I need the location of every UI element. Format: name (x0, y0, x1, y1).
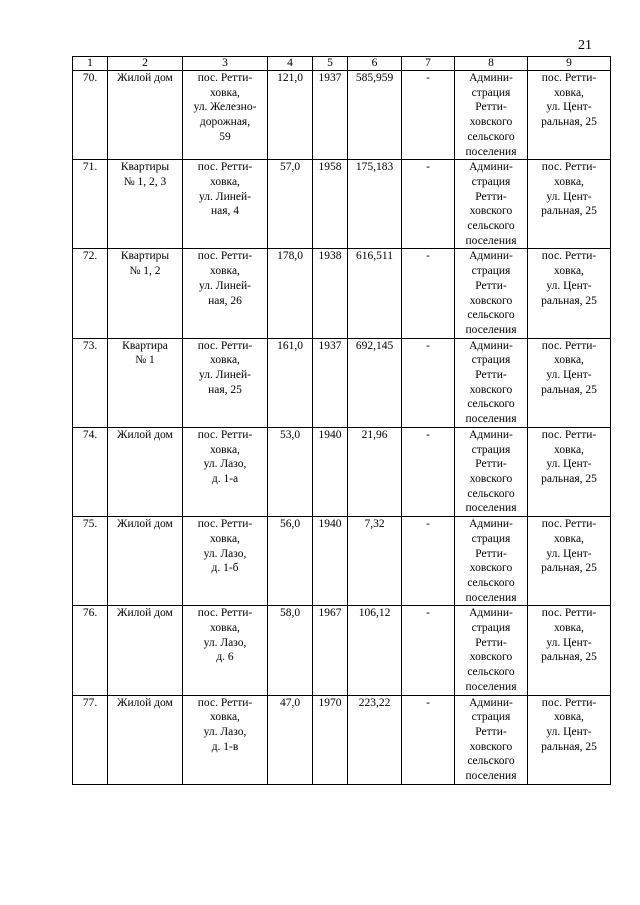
holder-cell: Админи- страция Ретти- ховского сельского поселения (455, 249, 528, 338)
column-number-header-row (73, 57, 611, 71)
table-row (73, 427, 611, 516)
property-registry-table (72, 56, 611, 785)
row-number-cell: 74. (73, 427, 108, 516)
value-cell: 616,511 (348, 249, 402, 338)
address-cell: пос. Ретти- ховка, ул. Линей- ная, 26 (183, 249, 268, 338)
address-cell: пос. Ретти- ховка, ул. Железно- дорожная, 59 (183, 71, 268, 160)
column-7-cell: - (402, 427, 455, 516)
address-cell: пос. Ретти- ховка, ул. Лазо, д. 1-б (183, 517, 268, 606)
area-cell: 47,0 (268, 695, 313, 784)
holder-address-cell: пос. Ретти- ховка, ул. Цент- ральная, 25 (528, 606, 611, 695)
area-cell: 121,0 (268, 71, 313, 160)
year-cell: 1937 (313, 338, 348, 427)
holder-cell: Админи- страция Ретти- ховского сельского поселения (455, 606, 528, 695)
column-7-cell: - (402, 695, 455, 784)
row-number-cell: 73. (73, 338, 108, 427)
address-cell: пос. Ретти- ховка, ул. Линей- ная, 25 (183, 338, 268, 427)
row-number-cell: 70. (73, 71, 108, 160)
column-7-cell: - (402, 606, 455, 695)
table-row (73, 249, 611, 338)
holder-address-cell: пос. Ретти- ховка, ул. Цент- ральная, 25 (528, 338, 611, 427)
area-cell: 57,0 (268, 160, 313, 249)
holder-cell: Админи- страция Ретти- ховского сельского поселения (455, 427, 528, 516)
row-number-cell: 77. (73, 695, 108, 784)
holder-address-cell: пос. Ретти- ховка, ул. Цент- ральная, 25 (528, 160, 611, 249)
area-cell: 58,0 (268, 606, 313, 695)
column-header: 6 (348, 57, 402, 71)
object-name-cell: Квартиры № 1, 2, 3 (108, 160, 183, 249)
year-cell: 1967 (313, 606, 348, 695)
value-cell: 585,959 (348, 71, 402, 160)
column-7-cell: - (402, 338, 455, 427)
row-number-cell: 71. (73, 160, 108, 249)
year-cell: 1940 (313, 517, 348, 606)
page-number: 21 (578, 38, 592, 53)
value-cell: 7,32 (348, 517, 402, 606)
holder-cell: Админи- страция Ретти- ховского сельского поселения (455, 695, 528, 784)
holder-address-cell: пос. Ретти- ховка, ул. Цент- ральная, 25 (528, 71, 611, 160)
holder-cell: Админи- страция Ретти- ховского сельского поселения (455, 160, 528, 249)
object-name-cell: Жилой дом (108, 71, 183, 160)
year-cell: 1938 (313, 249, 348, 338)
area-cell: 161,0 (268, 338, 313, 427)
table-row (73, 160, 611, 249)
value-cell: 21,96 (348, 427, 402, 516)
table-row (73, 606, 611, 695)
table-row (73, 695, 611, 784)
area-cell: 178,0 (268, 249, 313, 338)
table-row (73, 517, 611, 606)
object-name-cell: Квартира № 1 (108, 338, 183, 427)
value-cell: 692,145 (348, 338, 402, 427)
column-header: 3 (183, 57, 268, 71)
column-header: 7 (402, 57, 455, 71)
row-number-cell: 76. (73, 606, 108, 695)
column-7-cell: - (402, 71, 455, 160)
address-cell: пос. Ретти- ховка, ул. Линей- ная, 4 (183, 160, 268, 249)
column-header: 4 (268, 57, 313, 71)
column-header: 5 (313, 57, 348, 71)
value-cell: 106,12 (348, 606, 402, 695)
column-header: 2 (108, 57, 183, 71)
holder-address-cell: пос. Ретти- ховка, ул. Цент- ральная, 25 (528, 427, 611, 516)
table-row (73, 71, 611, 160)
holder-cell: Админи- страция Ретти- ховского сельского поселения (455, 71, 528, 160)
holder-cell: Админи- страция Ретти- ховского сельского поселения (455, 338, 528, 427)
object-name-cell: Жилой дом (108, 517, 183, 606)
column-header: 8 (455, 57, 528, 71)
column-7-cell: - (402, 517, 455, 606)
row-number-cell: 72. (73, 249, 108, 338)
value-cell: 223,22 (348, 695, 402, 784)
row-number-cell: 75. (73, 517, 108, 606)
column-header: 9 (528, 57, 611, 71)
year-cell: 1940 (313, 427, 348, 516)
column-7-cell: - (402, 160, 455, 249)
object-name-cell: Жилой дом (108, 427, 183, 516)
column-header: 1 (73, 57, 108, 71)
table-row (73, 338, 611, 427)
value-cell: 175,183 (348, 160, 402, 249)
object-name-cell: Жилой дом (108, 606, 183, 695)
object-name-cell: Квартиры № 1, 2 (108, 249, 183, 338)
area-cell: 53,0 (268, 427, 313, 516)
column-7-cell: - (402, 249, 455, 338)
year-cell: 1970 (313, 695, 348, 784)
address-cell: пос. Ретти- ховка, ул. Лазо, д. 1-в (183, 695, 268, 784)
area-cell: 56,0 (268, 517, 313, 606)
year-cell: 1958 (313, 160, 348, 249)
holder-address-cell: пос. Ретти- ховка, ул. Цент- ральная, 25 (528, 695, 611, 784)
holder-address-cell: пос. Ретти- ховка, ул. Цент- ральная, 25 (528, 249, 611, 338)
holder-address-cell: пос. Ретти- ховка, ул. Цент- ральная, 25 (528, 517, 611, 606)
object-name-cell: Жилой дом (108, 695, 183, 784)
holder-cell: Админи- страция Ретти- ховского сельского поселения (455, 517, 528, 606)
year-cell: 1937 (313, 71, 348, 160)
address-cell: пос. Ретти- ховка, ул. Лазо, д. 1-а (183, 427, 268, 516)
address-cell: пос. Ретти- ховка, ул. Лазо, д. 6 (183, 606, 268, 695)
